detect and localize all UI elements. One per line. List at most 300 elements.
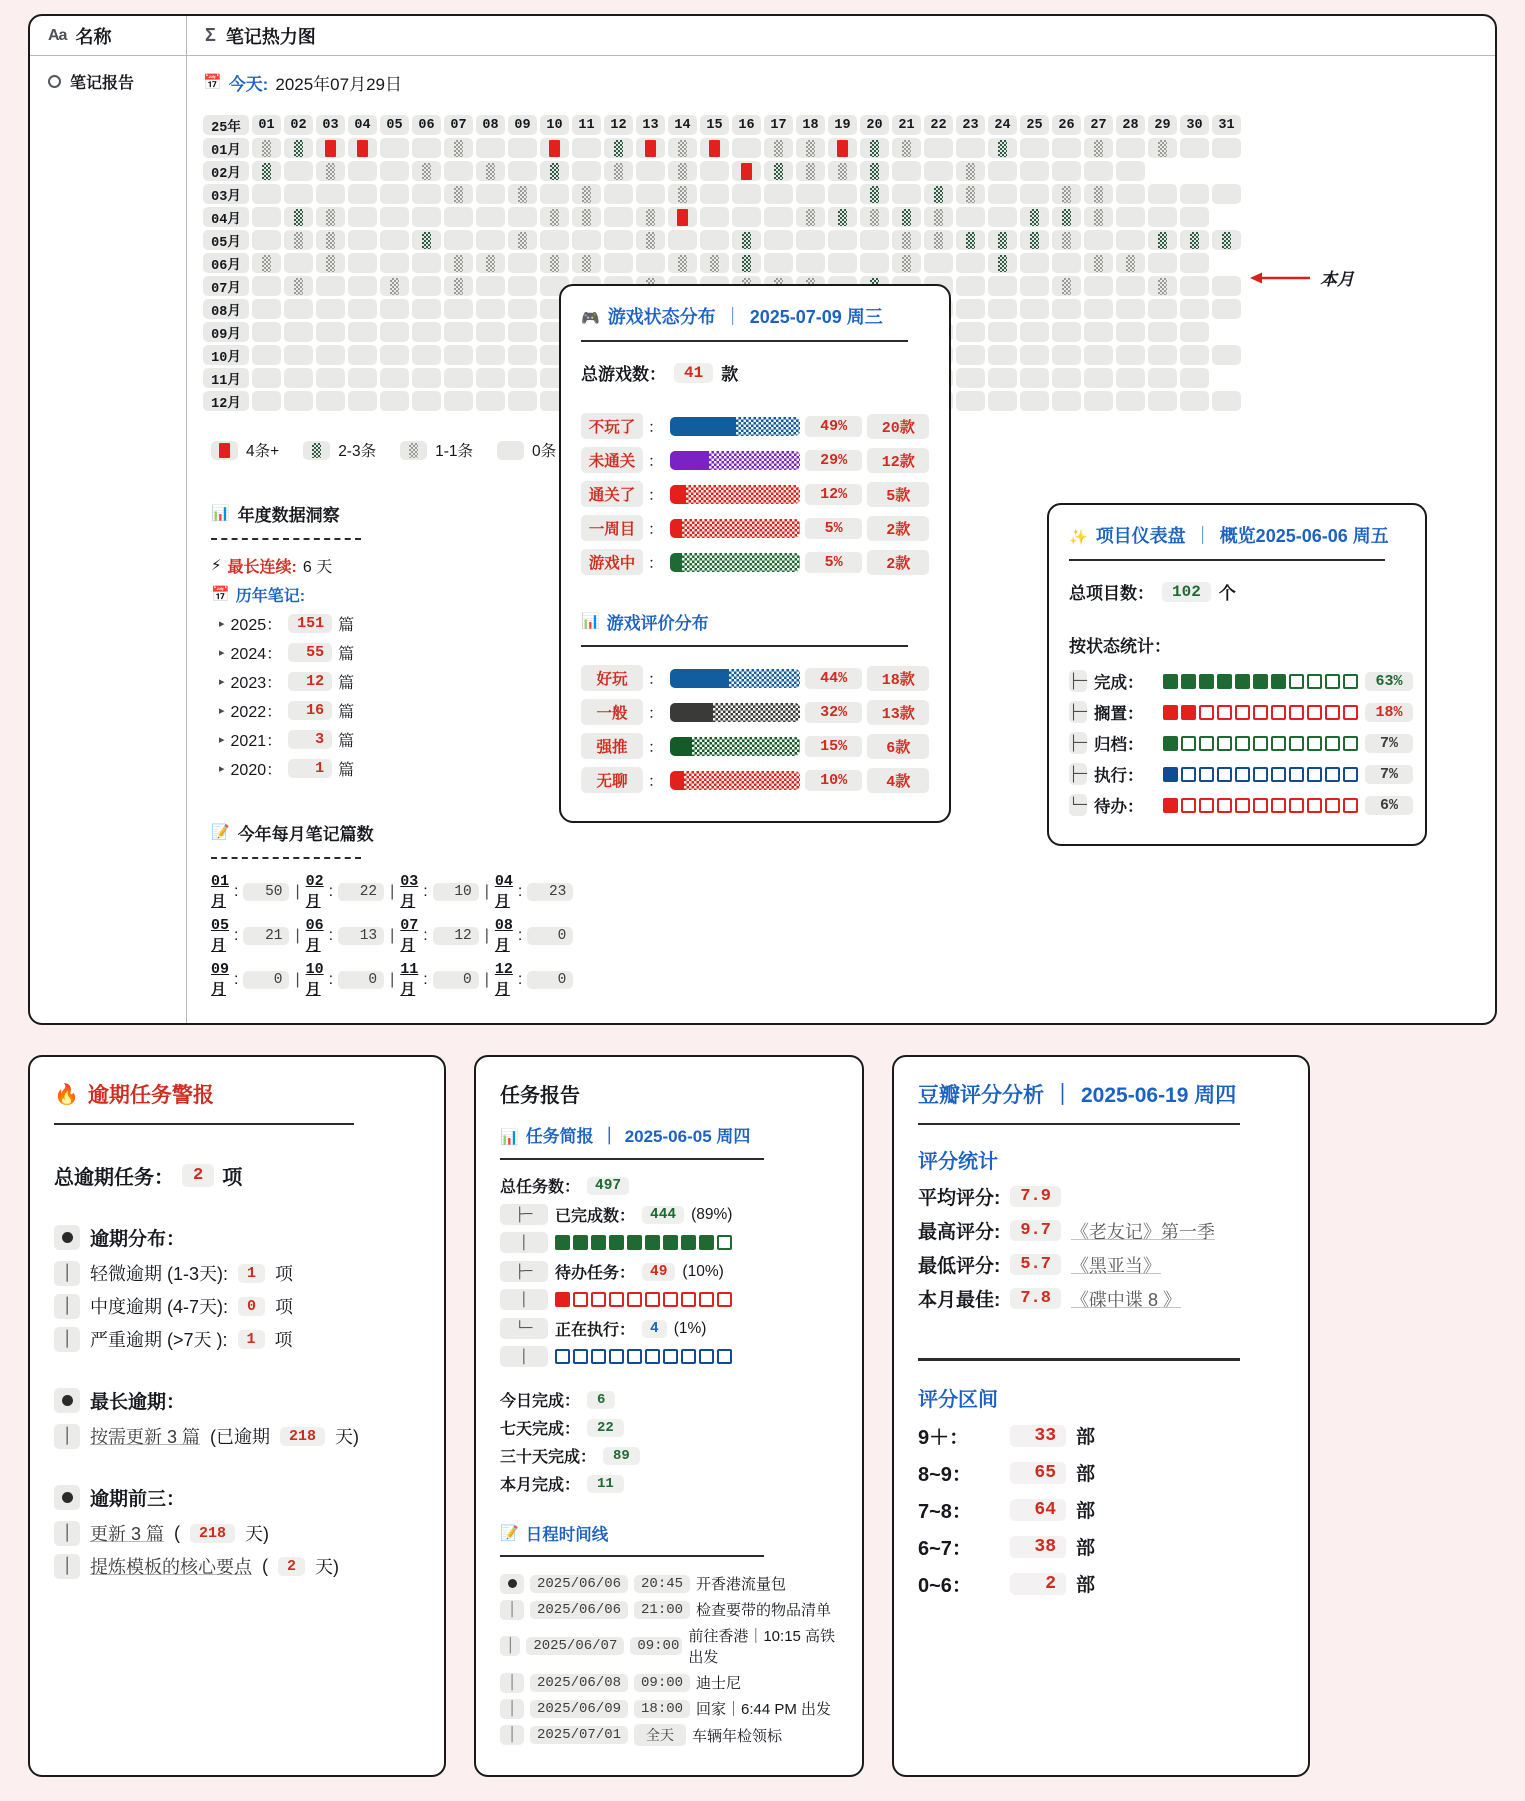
heatmap-cell[interactable]	[1052, 230, 1081, 250]
heatmap-cell[interactable]	[284, 184, 313, 204]
heatmap-cell[interactable]	[1020, 391, 1049, 411]
heatmap-cell[interactable]	[1052, 207, 1081, 227]
heatmap-cell[interactable]	[316, 322, 345, 342]
monthly-note-cell[interactable]	[306, 961, 384, 999]
heatmap-cell[interactable]	[348, 276, 377, 296]
heatmap-cell[interactable]	[924, 253, 953, 273]
heatmap-cell[interactable]	[636, 161, 665, 181]
heatmap-cell[interactable]	[796, 184, 825, 204]
heatmap-cell[interactable]	[796, 161, 825, 181]
heatmap-cell[interactable]	[636, 230, 665, 250]
heatmap-cell[interactable]	[1084, 253, 1113, 273]
heatmap-cell[interactable]	[1148, 138, 1177, 158]
heatmap-cell[interactable]	[348, 322, 377, 342]
heatmap-cell[interactable]	[1212, 207, 1241, 227]
column-header-name[interactable]	[30, 16, 187, 55]
heatmap-cell[interactable]	[1052, 184, 1081, 204]
yearly-note-row[interactable]	[211, 728, 571, 751]
heatmap-cell[interactable]	[508, 184, 537, 204]
heatmap-cell[interactable]	[348, 391, 377, 411]
heatmap-cell[interactable]	[380, 276, 409, 296]
heatmap-cell[interactable]	[508, 207, 537, 227]
heatmap-cell[interactable]	[1116, 138, 1145, 158]
heatmap-cell[interactable]	[316, 161, 345, 181]
heatmap-cell[interactable]	[348, 345, 377, 365]
heatmap-cell[interactable]	[796, 207, 825, 227]
heatmap-cell[interactable]	[764, 184, 793, 204]
heatmap-cell[interactable]	[252, 368, 281, 388]
heatmap-cell[interactable]	[508, 253, 537, 273]
heatmap-cell[interactable]	[348, 230, 377, 250]
heatmap-cell[interactable]	[1116, 253, 1145, 273]
heatmap-cell[interactable]	[796, 230, 825, 250]
heatmap-cell[interactable]	[1116, 184, 1145, 204]
heatmap-cell[interactable]	[412, 391, 441, 411]
heatmap-cell[interactable]	[988, 322, 1017, 342]
heatmap-cell[interactable]	[508, 276, 537, 296]
heatmap-cell[interactable]	[1116, 368, 1145, 388]
heatmap-cell[interactable]	[1148, 230, 1177, 250]
heatmap-cell[interactable]	[252, 345, 281, 365]
heatmap-cell[interactable]	[604, 253, 633, 273]
heatmap-cell[interactable]	[348, 161, 377, 181]
top3-overdue-item[interactable]	[54, 1553, 420, 1579]
heatmap-cell[interactable]	[732, 253, 761, 273]
heatmap-cell[interactable]	[956, 276, 985, 296]
heatmap-cell[interactable]	[924, 230, 953, 250]
heatmap-cell[interactable]	[700, 138, 729, 158]
heatmap-cell[interactable]	[444, 184, 473, 204]
heatmap-cell[interactable]	[1084, 184, 1113, 204]
heatmap-cell[interactable]	[1116, 207, 1145, 227]
heatmap-cell[interactable]	[1020, 207, 1049, 227]
heatmap-cell[interactable]	[988, 138, 1017, 158]
heatmap-cell[interactable]	[380, 207, 409, 227]
heatmap-cell[interactable]	[476, 138, 505, 158]
heatmap-cell[interactable]	[604, 230, 633, 250]
heatmap-cell[interactable]	[284, 207, 313, 227]
heatmap-cell[interactable]	[412, 299, 441, 319]
heatmap-cell[interactable]	[476, 299, 505, 319]
heatmap-cell[interactable]	[1052, 276, 1081, 296]
heatmap-cell[interactable]	[508, 161, 537, 181]
heatmap-cell[interactable]	[252, 276, 281, 296]
heatmap-cell[interactable]	[572, 161, 601, 181]
heatmap-cell[interactable]	[1212, 345, 1241, 365]
heatmap-cell[interactable]	[828, 138, 857, 158]
heatmap-cell[interactable]	[764, 138, 793, 158]
monthly-note-cell[interactable]	[495, 873, 573, 911]
heatmap-cell[interactable]	[508, 299, 537, 319]
heatmap-cell[interactable]	[828, 207, 857, 227]
rating-stat-title[interactable]: 《黑亚当》	[1070, 1255, 1161, 1276]
heatmap-cell[interactable]	[988, 276, 1017, 296]
heatmap-cell[interactable]	[348, 368, 377, 388]
heatmap-cell[interactable]	[1180, 345, 1209, 365]
heatmap-cell[interactable]	[892, 230, 921, 250]
heatmap-cell[interactable]	[828, 184, 857, 204]
heatmap-cell[interactable]	[1116, 299, 1145, 319]
heatmap-cell[interactable]	[892, 138, 921, 158]
heatmap-cell[interactable]	[1180, 322, 1209, 342]
heatmap-cell[interactable]	[444, 391, 473, 411]
heatmap-cell[interactable]	[604, 184, 633, 204]
heatmap-cell[interactable]	[1116, 161, 1145, 181]
heatmap-cell[interactable]	[860, 207, 889, 227]
heatmap-cell[interactable]	[988, 391, 1017, 411]
heatmap-cell[interactable]	[348, 253, 377, 273]
heatmap-cell[interactable]	[444, 345, 473, 365]
heatmap-cell[interactable]	[956, 345, 985, 365]
heatmap-cell[interactable]	[540, 161, 569, 181]
heatmap-cell[interactable]	[572, 253, 601, 273]
heatmap-cell[interactable]	[924, 161, 953, 181]
yearly-note-row[interactable]	[211, 641, 571, 664]
heatmap-cell[interactable]	[1148, 391, 1177, 411]
heatmap-cell[interactable]	[316, 345, 345, 365]
heatmap-cell[interactable]	[668, 207, 697, 227]
heatmap-cell[interactable]	[1020, 253, 1049, 273]
heatmap-cell[interactable]	[476, 161, 505, 181]
heatmap-cell[interactable]	[1180, 368, 1209, 388]
heatmap-cell[interactable]	[956, 391, 985, 411]
heatmap-cell[interactable]	[1084, 207, 1113, 227]
heatmap-cell[interactable]	[1148, 276, 1177, 296]
heatmap-cell[interactable]	[1052, 253, 1081, 273]
heatmap-cell[interactable]	[252, 253, 281, 273]
heatmap-cell[interactable]	[1116, 276, 1145, 296]
heatmap-cell[interactable]	[1212, 322, 1241, 342]
heatmap-cell[interactable]	[700, 207, 729, 227]
heatmap-cell[interactable]	[380, 138, 409, 158]
heatmap-cell[interactable]	[732, 184, 761, 204]
heatmap-cell[interactable]	[252, 322, 281, 342]
heatmap-cell[interactable]	[988, 161, 1017, 181]
heatmap-cell[interactable]	[956, 368, 985, 388]
heatmap-cell[interactable]	[412, 230, 441, 250]
heatmap-cell[interactable]	[732, 161, 761, 181]
heatmap-cell[interactable]	[508, 230, 537, 250]
heatmap-cell[interactable]	[444, 276, 473, 296]
heatmap-cell[interactable]	[604, 207, 633, 227]
heatmap-cell[interactable]	[668, 253, 697, 273]
heatmap-cell[interactable]	[412, 138, 441, 158]
heatmap-cell[interactable]	[1084, 161, 1113, 181]
heatmap-cell[interactable]	[348, 184, 377, 204]
monthly-note-cell[interactable]	[400, 873, 478, 911]
heatmap-cell[interactable]	[892, 161, 921, 181]
heatmap-cell[interactable]	[284, 253, 313, 273]
heatmap-cell[interactable]	[252, 299, 281, 319]
heatmap-cell[interactable]	[444, 299, 473, 319]
heatmap-cell[interactable]	[796, 253, 825, 273]
heatmap-cell[interactable]	[412, 368, 441, 388]
heatmap-cell[interactable]	[1020, 138, 1049, 158]
heatmap-cell[interactable]	[1212, 184, 1241, 204]
heatmap-cell[interactable]	[732, 207, 761, 227]
heatmap-cell[interactable]	[1084, 276, 1113, 296]
heatmap-cell[interactable]	[412, 253, 441, 273]
heatmap-cell[interactable]	[1148, 161, 1177, 181]
heatmap-cell[interactable]	[444, 161, 473, 181]
heatmap-cell[interactable]	[764, 207, 793, 227]
heatmap-cell[interactable]	[1212, 276, 1241, 296]
heatmap-cell[interactable]	[988, 299, 1017, 319]
heatmap-cell[interactable]	[380, 368, 409, 388]
heatmap-cell[interactable]	[316, 253, 345, 273]
heatmap-cell[interactable]	[828, 161, 857, 181]
heatmap-cell[interactable]	[956, 299, 985, 319]
heatmap-cell[interactable]	[316, 276, 345, 296]
heatmap-cell[interactable]	[1148, 184, 1177, 204]
heatmap-cell[interactable]	[380, 322, 409, 342]
heatmap-cell[interactable]	[284, 230, 313, 250]
heatmap-cell[interactable]	[540, 138, 569, 158]
yearly-note-row[interactable]	[211, 757, 571, 780]
yearly-note-row[interactable]	[211, 670, 571, 693]
heatmap-cell[interactable]	[348, 207, 377, 227]
heatmap-cell[interactable]	[956, 322, 985, 342]
monthly-note-cell[interactable]	[306, 917, 384, 955]
monthly-note-cell[interactable]	[495, 961, 573, 999]
heatmap-cell[interactable]	[860, 230, 889, 250]
timeline-item[interactable]	[500, 1672, 838, 1693]
heatmap-cell[interactable]	[444, 207, 473, 227]
heatmap-cell[interactable]	[700, 161, 729, 181]
heatmap-cell[interactable]	[380, 253, 409, 273]
heatmap-cell[interactable]	[764, 230, 793, 250]
heatmap-cell[interactable]	[636, 253, 665, 273]
heatmap-cell[interactable]	[252, 391, 281, 411]
heatmap-cell[interactable]	[732, 230, 761, 250]
heatmap-cell[interactable]	[1020, 368, 1049, 388]
heatmap-cell[interactable]	[1212, 230, 1241, 250]
heatmap-cell[interactable]	[924, 207, 953, 227]
heatmap-cell[interactable]	[1052, 161, 1081, 181]
monthly-note-cell[interactable]	[400, 917, 478, 955]
heatmap-cell[interactable]	[764, 253, 793, 273]
heatmap-cell[interactable]	[636, 138, 665, 158]
heatmap-cell[interactable]	[476, 322, 505, 342]
heatmap-cell[interactable]	[988, 184, 1017, 204]
heatmap-cell[interactable]	[1212, 299, 1241, 319]
heatmap-cell[interactable]	[1020, 276, 1049, 296]
heatmap-cell[interactable]	[1180, 230, 1209, 250]
heatmap-cell[interactable]	[380, 230, 409, 250]
heatmap-cell[interactable]	[284, 161, 313, 181]
heatmap-cell[interactable]	[956, 184, 985, 204]
heatmap-cell[interactable]	[444, 138, 473, 158]
heatmap-cell[interactable]	[572, 184, 601, 204]
heatmap-cell[interactable]	[540, 230, 569, 250]
heatmap-cell[interactable]	[1020, 230, 1049, 250]
heatmap-cell[interactable]	[508, 322, 537, 342]
heatmap-cell[interactable]	[412, 207, 441, 227]
heatmap-cell[interactable]	[956, 207, 985, 227]
sidebar-item-notes-report[interactable]	[48, 70, 186, 93]
heatmap-cell[interactable]	[316, 368, 345, 388]
monthly-note-cell[interactable]	[211, 873, 289, 911]
heatmap-cell[interactable]	[316, 230, 345, 250]
heatmap-cell[interactable]	[1212, 161, 1241, 181]
heatmap-cell[interactable]	[1180, 391, 1209, 411]
heatmap-cell[interactable]	[1084, 138, 1113, 158]
heatmap-cell[interactable]	[636, 184, 665, 204]
heatmap-cell[interactable]	[476, 368, 505, 388]
heatmap-cell[interactable]	[412, 345, 441, 365]
heatmap-cell[interactable]	[1116, 345, 1145, 365]
heatmap-cell[interactable]	[1148, 368, 1177, 388]
heatmap-cell[interactable]	[604, 138, 633, 158]
heatmap-cell[interactable]	[636, 207, 665, 227]
heatmap-cell[interactable]	[860, 138, 889, 158]
heatmap-cell[interactable]	[380, 345, 409, 365]
heatmap-cell[interactable]	[956, 230, 985, 250]
heatmap-cell[interactable]	[1020, 161, 1049, 181]
heatmap-cell[interactable]	[284, 138, 313, 158]
heatmap-cell[interactable]	[1020, 345, 1049, 365]
heatmap-cell[interactable]	[860, 184, 889, 204]
heatmap-cell[interactable]	[476, 391, 505, 411]
heatmap-cell[interactable]	[1212, 368, 1241, 388]
heatmap-cell[interactable]	[1084, 368, 1113, 388]
heatmap-cell[interactable]	[380, 184, 409, 204]
heatmap-cell[interactable]	[412, 276, 441, 296]
column-header-heatmap[interactable]	[187, 23, 316, 49]
heatmap-cell[interactable]	[380, 161, 409, 181]
heatmap-cell[interactable]	[284, 299, 313, 319]
heatmap-cell[interactable]	[956, 161, 985, 181]
heatmap-cell[interactable]	[668, 230, 697, 250]
heatmap-cell[interactable]	[508, 368, 537, 388]
heatmap-cell[interactable]	[1148, 299, 1177, 319]
heatmap-cell[interactable]	[668, 138, 697, 158]
heatmap-cell[interactable]	[892, 207, 921, 227]
heatmap-cell[interactable]	[988, 230, 1017, 250]
heatmap-cell[interactable]	[284, 276, 313, 296]
heatmap-cell[interactable]	[348, 138, 377, 158]
monthly-note-cell[interactable]	[495, 917, 573, 955]
heatmap-cell[interactable]	[1180, 299, 1209, 319]
heatmap-cell[interactable]	[1116, 230, 1145, 250]
heatmap-cell[interactable]	[1084, 230, 1113, 250]
heatmap-cell[interactable]	[380, 391, 409, 411]
heatmap-cell[interactable]	[316, 391, 345, 411]
heatmap-cell[interactable]	[380, 299, 409, 319]
heatmap-cell[interactable]	[988, 207, 1017, 227]
heatmap-cell[interactable]	[1180, 276, 1209, 296]
heatmap-cell[interactable]	[284, 391, 313, 411]
heatmap-cell[interactable]	[316, 184, 345, 204]
heatmap-cell[interactable]	[1116, 391, 1145, 411]
heatmap-cell[interactable]	[316, 207, 345, 227]
heatmap-cell[interactable]	[1148, 345, 1177, 365]
heatmap-cell[interactable]	[732, 138, 761, 158]
heatmap-cell[interactable]	[1116, 322, 1145, 342]
heatmap-cell[interactable]	[700, 253, 729, 273]
heatmap-cell[interactable]	[540, 207, 569, 227]
heatmap-cell[interactable]	[1180, 161, 1209, 181]
heatmap-cell[interactable]	[412, 184, 441, 204]
yearly-note-row[interactable]	[211, 699, 571, 722]
heatmap-cell[interactable]	[988, 368, 1017, 388]
heatmap-cell[interactable]	[860, 161, 889, 181]
heatmap-cell[interactable]	[668, 161, 697, 181]
heatmap-cell[interactable]	[1052, 345, 1081, 365]
heatmap-cell[interactable]	[1148, 253, 1177, 273]
heatmap-cell[interactable]	[924, 138, 953, 158]
timeline-item[interactable]	[500, 1625, 838, 1667]
heatmap-cell[interactable]	[540, 184, 569, 204]
heatmap-cell[interactable]	[444, 368, 473, 388]
heatmap-cell[interactable]	[668, 184, 697, 204]
heatmap-cell[interactable]	[700, 184, 729, 204]
heatmap-cell[interactable]	[1020, 184, 1049, 204]
heatmap-cell[interactable]	[1052, 322, 1081, 342]
heatmap-cell[interactable]	[284, 322, 313, 342]
heatmap-cell[interactable]	[476, 207, 505, 227]
heatmap-cell[interactable]	[956, 253, 985, 273]
heatmap-cell[interactable]	[412, 322, 441, 342]
heatmap-cell[interactable]	[252, 184, 281, 204]
heatmap-cell[interactable]	[444, 253, 473, 273]
heatmap-cell[interactable]	[540, 253, 569, 273]
heatmap-cell[interactable]	[252, 230, 281, 250]
heatmap-cell[interactable]	[1084, 299, 1113, 319]
heatmap-cell[interactable]	[476, 345, 505, 365]
heatmap-cell[interactable]	[828, 253, 857, 273]
heatmap-cell[interactable]	[700, 230, 729, 250]
heatmap-cell[interactable]	[892, 253, 921, 273]
monthly-note-cell[interactable]	[400, 961, 478, 999]
monthly-note-cell[interactable]	[211, 917, 289, 955]
heatmap-cell[interactable]	[316, 299, 345, 319]
heatmap-cell[interactable]	[444, 230, 473, 250]
heatmap-cell[interactable]	[764, 161, 793, 181]
heatmap-cell[interactable]	[1052, 368, 1081, 388]
heatmap-cell[interactable]	[412, 161, 441, 181]
heatmap-cell[interactable]	[988, 345, 1017, 365]
heatmap-cell[interactable]	[1148, 207, 1177, 227]
longest-overdue-item[interactable]	[54, 1423, 420, 1449]
rating-stat-title[interactable]: 《碟中谍 8 》	[1070, 1289, 1181, 1310]
heatmap-cell[interactable]	[1052, 138, 1081, 158]
heatmap-cell[interactable]	[1052, 299, 1081, 319]
heatmap-cell[interactable]	[988, 253, 1017, 273]
heatmap-cell[interactable]	[1020, 322, 1049, 342]
heatmap-cell[interactable]	[1180, 207, 1209, 227]
heatmap-cell[interactable]	[860, 253, 889, 273]
heatmap-cell[interactable]	[604, 161, 633, 181]
heatmap-cell[interactable]	[316, 138, 345, 158]
timeline-item[interactable]	[500, 1724, 838, 1746]
heatmap-cell[interactable]	[284, 345, 313, 365]
heatmap-cell[interactable]	[444, 322, 473, 342]
monthly-note-cell[interactable]	[211, 961, 289, 999]
heatmap-cell[interactable]	[828, 230, 857, 250]
heatmap-cell[interactable]	[1020, 299, 1049, 319]
heatmap-cell[interactable]	[796, 138, 825, 158]
heatmap-cell[interactable]	[1180, 138, 1209, 158]
heatmap-cell[interactable]	[572, 207, 601, 227]
heatmap-cell[interactable]	[284, 368, 313, 388]
timeline-item[interactable]	[500, 1599, 838, 1620]
heatmap-cell[interactable]	[924, 184, 953, 204]
heatmap-cell[interactable]	[1148, 322, 1177, 342]
heatmap-cell[interactable]	[252, 207, 281, 227]
heatmap-cell[interactable]	[476, 276, 505, 296]
heatmap-cell[interactable]	[956, 138, 985, 158]
